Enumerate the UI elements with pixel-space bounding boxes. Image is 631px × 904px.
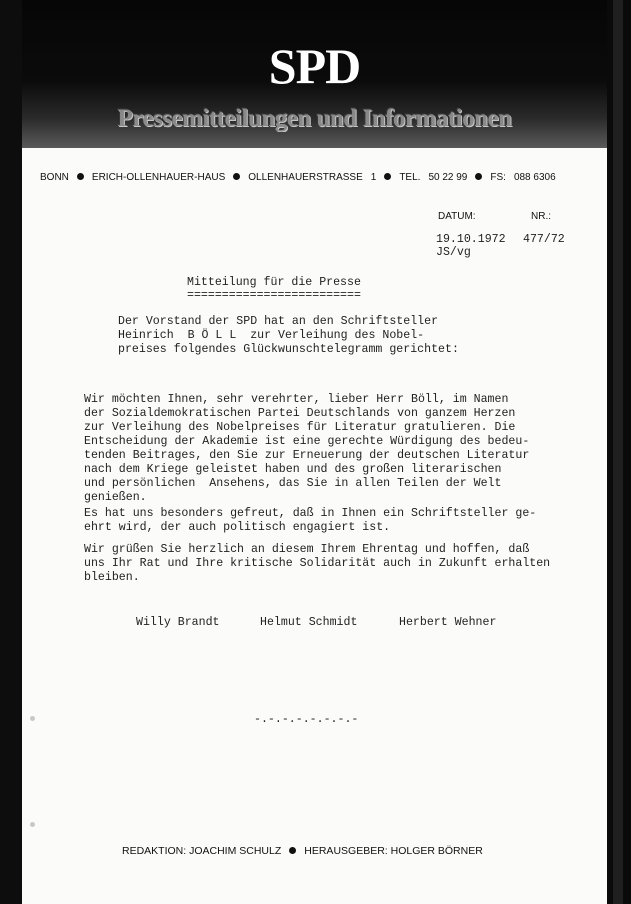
body-line: genießen. (84, 491, 147, 504)
signature-schmidt: Helmut Schmidt (260, 616, 358, 629)
scan-edge (607, 0, 631, 904)
press-release-page (22, 0, 607, 904)
fs-number: 088 6306 (513, 172, 556, 183)
body-line: ehrt wird, der auch politisch engagiert ist. (84, 521, 391, 534)
body-line: bleiben. (84, 571, 140, 584)
datum-label: DATUM: (438, 211, 476, 222)
body-line: und persönlichen Ansehens, das Sie in allen Teilen der Welt (84, 477, 502, 490)
end-mark: -.-.-.-.-.-.-.- (254, 713, 359, 726)
body-line: der Sozialdemokratischen Partei Deutschlands von ganzem Herzen (84, 407, 516, 420)
body-line: nach dem Kriege geleistet haben und des großen literarischen (84, 463, 502, 476)
spd-logo: SPD (268, 38, 361, 94)
body-line: Wir grüßen Sie herzlich an diesem Ihrem Ehrentag und hoffen, daß (84, 543, 530, 556)
release-number: 477/72 (523, 233, 565, 246)
intro-line: preises folgendes Glückwunschtelegramm gerichtet: (118, 343, 459, 356)
bullet-icon (289, 847, 296, 854)
intro-line: Der Vorstand der SPD hat an den Schriftsteller (118, 315, 439, 328)
footer (122, 845, 542, 857)
heading-underline: ========================= (187, 289, 361, 302)
address-line (40, 171, 600, 185)
letterhead-banner (22, 0, 607, 148)
footer-publisher: HERAUSGEBER: HOLGER BÖRNER (304, 845, 483, 857)
address-building: ERICH-OLLENHAUER-HAUS (91, 172, 226, 183)
tel-label: TEL. (399, 172, 421, 183)
nr-label: NR.: (531, 211, 551, 222)
body-line: uns Ihr Rat und Ihre kritische Solidarität auch in Zukunft erhalten (84, 557, 551, 570)
tel-number: 50 22 99 (428, 172, 468, 183)
document-heading: Mitteilung für die Presse (187, 276, 361, 289)
release-initials: JS/vg (436, 246, 471, 259)
letterhead-subtitle: Pressemitteilungen und Informationen (117, 105, 512, 132)
body-line: Es hat uns besonders gefreut, daß in Ihnen ein Schriftsteller ge- (84, 507, 537, 520)
bullet-icon (384, 173, 391, 180)
signature-wehner: Herbert Wehner (399, 616, 497, 629)
intro-line: Heinrich B Ö L L zur Verleihung des Nobel- (118, 329, 425, 342)
address-street: OLLENHAUERSTRASSE (248, 172, 363, 183)
address-number: 1 (370, 172, 377, 183)
margin-speck (30, 822, 35, 827)
footer-editor: REDAKTION: JOACHIM SCHULZ (122, 845, 282, 857)
signature-brandt: Willy Brandt (136, 616, 220, 629)
address-city: BONN (40, 172, 69, 183)
margin-speck (30, 716, 35, 721)
bullet-icon (475, 173, 482, 180)
bullet-icon (77, 173, 84, 180)
release-date: 19.10.1972 (436, 233, 506, 246)
body-line: Entscheidung der Akademie ist eine gerechte Würdigung des bedeu- (84, 435, 530, 448)
fs-label: FS: (490, 172, 506, 183)
body-line: zur Verleihung des Nobelpreises für Literatur gratulieren. Die (84, 421, 516, 434)
body-line: Wir möchten Ihnen, sehr verehrter, lieber Herr Böll, im Namen (84, 393, 509, 406)
body-line: tenden Beitrages, den Sie zur Erneuerung der deutschen Literatur (84, 449, 530, 462)
bullet-icon (233, 173, 240, 180)
